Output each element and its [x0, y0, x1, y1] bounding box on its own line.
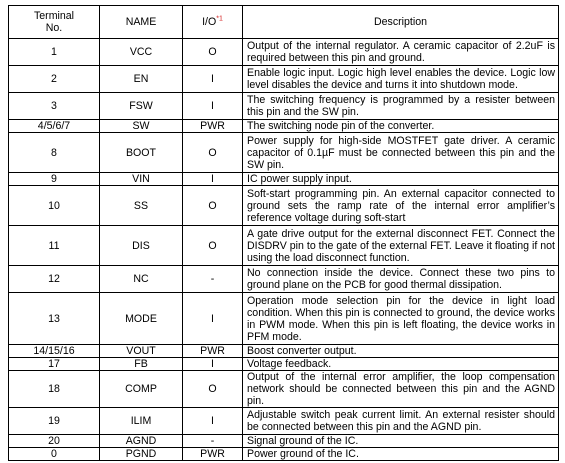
- io-cell: I: [183, 173, 243, 186]
- terminal-cell: 4/5/6/7: [9, 120, 100, 133]
- io-cell: PWR: [183, 120, 243, 133]
- name-cell: MODE: [100, 293, 183, 345]
- io-cell: O: [183, 371, 243, 408]
- io-cell: PWR: [183, 448, 243, 461]
- table-row: [9, 448, 559, 461]
- io-cell: O: [183, 133, 243, 173]
- table-row: [9, 133, 559, 173]
- description-cell: The switching node pin of the converter.: [243, 120, 559, 133]
- description-cell: Output of the internal error amplifier, the loop compensation network should be connected between this pin and the AGND pin.: [243, 371, 559, 408]
- name-cell: FB: [100, 358, 183, 371]
- io-cell: I: [183, 66, 243, 93]
- io-cell: I: [183, 293, 243, 345]
- header-terminal-line1: Terminal: [33, 10, 75, 22]
- io-cell: I: [183, 93, 243, 120]
- description-cell: Power supply for high-side MOSTFET gate driver. A ceramic capacitor of 0.1µF must be connected between this pin and the SW pin.: [243, 133, 559, 173]
- table-row: [9, 358, 559, 371]
- header-io-label: I/O: [202, 16, 217, 28]
- terminal-cell: 18: [9, 371, 100, 408]
- io-cell: -: [183, 435, 243, 448]
- io-cell: PWR: [183, 345, 243, 358]
- table-row: [9, 93, 559, 120]
- description-cell: Enable logic input. Logic high level enables the device. Logic low level disables the device and turns it into shutdown mode.: [243, 66, 559, 93]
- name-cell: DIS: [100, 226, 183, 266]
- table-row: [9, 345, 559, 358]
- terminal-cell: 13: [9, 293, 100, 345]
- description-cell: IC power supply input.: [243, 173, 559, 186]
- terminal-cell: 17: [9, 358, 100, 371]
- terminal-cell: 1: [9, 39, 100, 66]
- description-cell: Voltage feedback.: [243, 358, 559, 371]
- name-cell: AGND: [100, 435, 183, 448]
- io-cell: O: [183, 226, 243, 266]
- table-header-row: [9, 6, 559, 39]
- table-row: [9, 186, 559, 226]
- io-cell: -: [183, 266, 243, 293]
- terminal-cell: 8: [9, 133, 100, 173]
- name-cell: SW: [100, 120, 183, 133]
- terminal-cell: 20: [9, 435, 100, 448]
- name-cell: BOOT: [100, 133, 183, 173]
- terminal-cell: 10: [9, 186, 100, 226]
- header-terminal-line2: No.: [45, 22, 63, 34]
- table-row: [9, 435, 559, 448]
- description-cell: A gate drive output for the external disconnect FET. Connect the DISDRV pin to the gate of the external FET. Leave it floating if not using the load disconnect function.: [243, 226, 559, 266]
- description-cell: Operation mode selection pin for the device in light load condition. When this pin is connected to ground, the device works in PWM mode. When this pin is left floating, the device works in PFM mode.: [243, 293, 559, 345]
- header-description: Description: [243, 6, 559, 39]
- table-row: [9, 293, 559, 345]
- description-cell: Adjustable switch peak current limit. An external resister should be connected between this pin and the AGND pin.: [243, 408, 559, 435]
- header-io-footnote: *1: [216, 15, 223, 23]
- description-cell: Soft-start programming pin. An external capacitor connected to ground sets the ramp rate of the internal error amplifier’s reference voltage during soft-start: [243, 186, 559, 226]
- description-cell: Power ground of the IC.: [243, 448, 559, 461]
- table-row: [9, 39, 559, 66]
- terminal-cell: 11: [9, 226, 100, 266]
- header-io: [183, 6, 243, 39]
- pin-description-table: [8, 5, 559, 461]
- description-cell: The switching frequency is programmed by a resister between this pin and the SW pin.: [243, 93, 559, 120]
- io-cell: I: [183, 408, 243, 435]
- io-cell: I: [183, 358, 243, 371]
- name-cell: PGND: [100, 448, 183, 461]
- table-row: [9, 66, 559, 93]
- table-row: [9, 371, 559, 408]
- table-row: [9, 120, 559, 133]
- header-terminal: [9, 6, 100, 39]
- table-row: [9, 408, 559, 435]
- name-cell: EN: [100, 66, 183, 93]
- terminal-cell: 3: [9, 93, 100, 120]
- name-cell: FSW: [100, 93, 183, 120]
- name-cell: VOUT: [100, 345, 183, 358]
- name-cell: SS: [100, 186, 183, 226]
- description-cell: Signal ground of the IC.: [243, 435, 559, 448]
- description-cell: No connection inside the device. Connect these two pins to ground plane on the PCB for good thermal dissipation.: [243, 266, 559, 293]
- name-cell: ILIM: [100, 408, 183, 435]
- terminal-cell: 2: [9, 66, 100, 93]
- io-cell: O: [183, 186, 243, 226]
- terminal-cell: 9: [9, 173, 100, 186]
- table-row: [9, 266, 559, 293]
- table-row: [9, 226, 559, 266]
- table-body: [9, 39, 559, 461]
- header-name: NAME: [100, 6, 183, 39]
- name-cell: VCC: [100, 39, 183, 66]
- terminal-cell: 12: [9, 266, 100, 293]
- name-cell: COMP: [100, 371, 183, 408]
- io-cell: O: [183, 39, 243, 66]
- terminal-cell: 19: [9, 408, 100, 435]
- terminal-cell: 0: [9, 448, 100, 461]
- name-cell: NC: [100, 266, 183, 293]
- description-cell: Output of the internal regulator. A ceramic capacitor of 2.2uF is required between this pin and ground.: [243, 39, 559, 66]
- terminal-cell: 14/15/16: [9, 345, 100, 358]
- name-cell: VIN: [100, 173, 183, 186]
- table-row: [9, 173, 559, 186]
- description-cell: Boost converter output.: [243, 345, 559, 358]
